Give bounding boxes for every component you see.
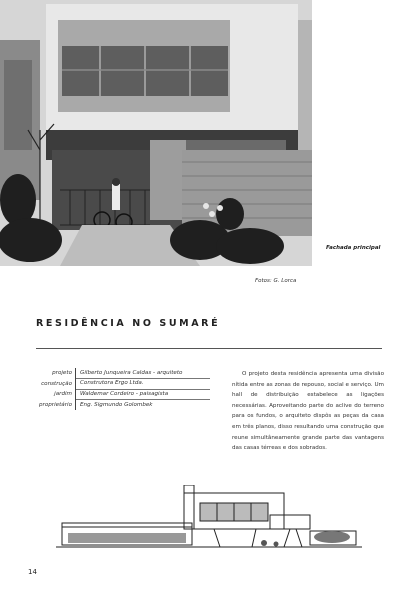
title-divider bbox=[36, 348, 382, 349]
elevation-drawing bbox=[56, 485, 362, 557]
page-number: 14 bbox=[28, 568, 37, 576]
credit-role: proprietário bbox=[30, 400, 76, 411]
credit-name: Construtora Ergo Ltda. bbox=[76, 378, 210, 390]
facade-photo-illustration bbox=[0, 0, 312, 266]
photo-credit: Fotos: G. Lorca bbox=[255, 278, 297, 284]
credits-row bbox=[30, 389, 210, 400]
credit-role: jardim bbox=[30, 389, 76, 400]
credit-role: construção bbox=[30, 379, 76, 390]
credits-row bbox=[30, 379, 210, 390]
credit-name: Eng. Sigmundo Golombek bbox=[80, 401, 153, 408]
elevation-illustration bbox=[56, 485, 362, 557]
credit-name: Waldemar Cordeiro - paisagista bbox=[76, 389, 210, 401]
body-paragraph: O projeto desta residência apresenta uma divisão nítida entre as zonas de repouso, social e serviço. Um hall de distribuição estabelece as ligações necessárias. Aproveitando parte do aclive do terreno para os fundos, o arquiteto dispôs as peças da casa em três planos, disso resultando uma construção que reune simultâneamente grande parte das vantagens das casas térreas e dos sobrados. bbox=[232, 371, 384, 452]
article-title: RESIDÊNCIA NO SUMARÉ bbox=[36, 318, 221, 329]
article-body bbox=[232, 369, 384, 454]
credit-role: projeto bbox=[30, 368, 76, 379]
credits-row bbox=[30, 400, 210, 411]
facade-photo bbox=[0, 0, 312, 266]
credits-table bbox=[30, 368, 210, 410]
credit-name: Gilberto Junqueira Caldas - arquiteto bbox=[76, 368, 210, 380]
photo-caption: Fachada principal bbox=[326, 245, 381, 251]
credits-row bbox=[30, 368, 210, 379]
